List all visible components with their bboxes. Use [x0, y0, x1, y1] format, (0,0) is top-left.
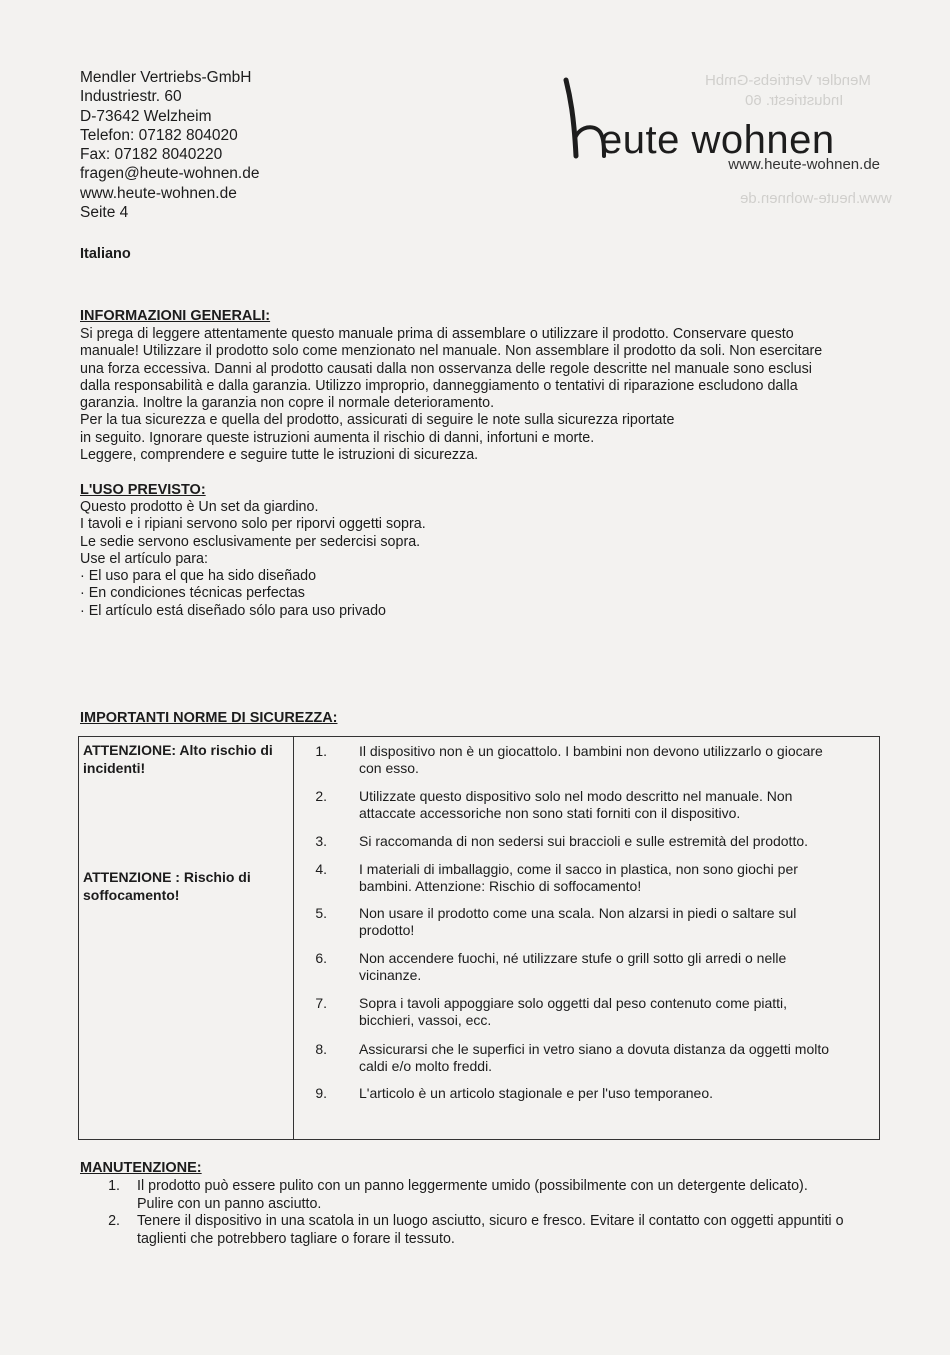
text-line: Le sedie servono esclusivamente per sedercisi sopra.: [80, 533, 421, 550]
safety-rule: [307, 950, 867, 984]
rule-line: bicchieri, vassoi, ecc.: [359, 1012, 492, 1028]
text-line: garanzia. Inoltre la garanzia non copre il normale deterioramento.: [80, 395, 495, 412]
bleed-through-text: Mendler Vertriebs-GmbH: [705, 72, 871, 89]
rule-number: 6.: [315, 950, 327, 966]
maintenance-heading: MANUTENZIONE:: [80, 1160, 202, 1176]
text-line: · En condiciones técnicas perfectas: [80, 585, 305, 602]
safety-rule: [307, 1041, 867, 1075]
text-line: manuale! Utilizzare il prodotto solo come menzionato nel manuale. Non assemblare il prodotto da soli. Non esercitare: [80, 343, 823, 360]
text-line: una forza eccessiva. Danni al prodotto causati dalla non osservanza delle regole descritte nel manuale sono esclusi: [80, 360, 812, 377]
rule-line: Si raccomanda di non sedersi sui braccioli e sulle estremità del prodotto.: [359, 833, 809, 849]
rule-number: 1.: [315, 743, 327, 759]
item-line: taglienti che potrebbero tagliare o forare il tessuto.: [137, 1230, 455, 1247]
rule-number: 2.: [315, 788, 327, 804]
item-line: Il prodotto può essere pulito con un panno leggermente umido (possibilmente con un detergente delicato).: [137, 1178, 808, 1194]
rule-number: 9.: [315, 1085, 327, 1101]
rule-line: con esso.: [359, 760, 419, 776]
item-line: Pulire con un panno asciutto.: [137, 1195, 322, 1212]
rule-line: Utilizzate questo dispositivo solo nel modo descritto nel manuale. Non: [359, 788, 793, 804]
warning-line: incidenti!: [83, 759, 146, 776]
safety-rule: [307, 743, 867, 777]
rule-line: vicinanze.: [359, 967, 422, 983]
table-divider: [293, 737, 294, 1139]
company-city: D-73642 Welzheim: [80, 107, 212, 125]
text-line: Leggere, comprendere e seguire tutte le istruzioni di sicurezza.: [80, 447, 479, 464]
rule-number: 7.: [315, 995, 327, 1011]
company-fax: Fax: 07182 8040220: [80, 146, 223, 164]
safety-rule: [307, 905, 867, 939]
rule-line: Il dispositivo non è un giocattolo. I bambini non devono utilizzarlo o giocare: [359, 743, 823, 759]
safety-rule: [307, 995, 867, 1029]
text-line: · El artículo está diseñado sólo para uso privado: [80, 602, 386, 619]
rule-line: bambini. Attenzione: Rischio di soffocamento!: [359, 878, 642, 894]
text-line: Per la tua sicurezza e quella del prodotto, assicurati di seguire le note sulla sicurezza riportate: [80, 412, 675, 429]
intended-use-text: [80, 499, 870, 620]
text-line: dalla responsabilità e dalla garanzia. Utilizzo improprio, danneggiamento o tentativi di riparazione escludono dalla: [80, 377, 798, 394]
rule-line: I materiali di imballaggio, come il sacco in plastica, non sono giochi per: [359, 861, 798, 877]
rule-line: Non usare il prodotto come una scala. Non alzarsi in piedi o saltare sul: [359, 905, 797, 921]
rule-line: attaccate accessoriche non sono stati forniti con il dispositivo.: [359, 805, 741, 821]
heute-wohnen-logo: [560, 76, 880, 186]
rule-line: caldi e/o molto freddi.: [359, 1058, 493, 1074]
maintenance-item: [80, 1178, 880, 1213]
company-address: [80, 68, 259, 222]
text-line: I tavoli e i ripiani servono solo per riporvi oggetti sopra.: [80, 516, 426, 533]
text-line: in seguito. Ignorare queste istruzioni aumenta il rischio di danni, infortuni e morte.: [80, 429, 595, 446]
safety-rule: [307, 833, 867, 850]
language-label: Italiano: [80, 246, 131, 262]
logo-brand-text: eute wohnen: [600, 118, 835, 162]
rule-line: Assicurarsi che le superfici in vetro siano a dovuta distanza da oggetti molto: [359, 1041, 830, 1057]
bleed-through-text: www.heute-wohnen.de: [740, 190, 892, 207]
rule-number: 3.: [315, 833, 327, 849]
company-name: Mendler Vertriebs-GmbH: [80, 69, 252, 86]
rule-number: 5.: [315, 905, 327, 921]
warning-high-risk: [83, 742, 288, 777]
text-line: · El uso para el que ha sido diseñado: [80, 568, 317, 585]
company-website: www.heute-wohnen.de: [80, 184, 237, 202]
rule-line: Non accendere fuochi, né utilizzare stufe o grill sotto gli arredi o nelle: [359, 950, 787, 966]
rule-number: 8.: [315, 1041, 327, 1057]
warning-line: ATTENZIONE: Alto rischio di: [83, 742, 273, 758]
company-email: fragen@heute-wohnen.de: [80, 165, 260, 183]
company-phone: Telefon: 07182 804020: [80, 126, 238, 144]
rule-line: L'articolo è un articolo stagionale e per l'uso temporaneo.: [359, 1085, 714, 1101]
company-street: Industriestr. 60: [80, 88, 182, 106]
warning-line: ATTENZIONE : Rischio di: [83, 869, 251, 885]
safety-rule: [307, 861, 867, 895]
page-number: Seite 4: [80, 204, 129, 222]
maintenance-item: [80, 1213, 880, 1248]
rule-line: Sopra i tavoli appoggiare solo oggetti dal peso contenuto come piatti,: [359, 995, 788, 1011]
item-number: 1.: [108, 1178, 120, 1194]
rule-line: prodotto!: [359, 922, 415, 938]
safety-rule: [307, 788, 867, 822]
safety-rule: [307, 1085, 867, 1102]
text-line: Si prega di leggere attentamente questo manuale prima di assemblare o utilizzare il prodotto. Conservare questo: [80, 326, 794, 342]
general-info-text: [80, 326, 870, 464]
item-line: Tenere il dispositivo in una scatola in un luogo asciutto, sicuro e fresco. Evitare il contatto con oggetti appuntiti o: [137, 1213, 844, 1229]
item-number: 2.: [108, 1213, 120, 1229]
general-info-heading: INFORMAZIONI GENERALI:: [80, 308, 271, 324]
warning-line: soffocamento!: [83, 886, 180, 903]
text-line: Questo prodotto è Un set da giardino.: [80, 499, 319, 515]
safety-table: [78, 736, 880, 1140]
text-line: Use el artículo para:: [80, 550, 208, 567]
bleed-through-text: Industriestr. 60: [745, 92, 844, 109]
logo-url: www.heute-wohnen.de: [728, 156, 880, 173]
intended-use-heading: L'USO PREVISTO:: [80, 482, 206, 498]
rule-number: 4.: [315, 861, 327, 877]
warning-suffocation: [83, 869, 288, 904]
safety-heading: IMPORTANTI NORME DI SICUREZZA:: [80, 710, 338, 726]
